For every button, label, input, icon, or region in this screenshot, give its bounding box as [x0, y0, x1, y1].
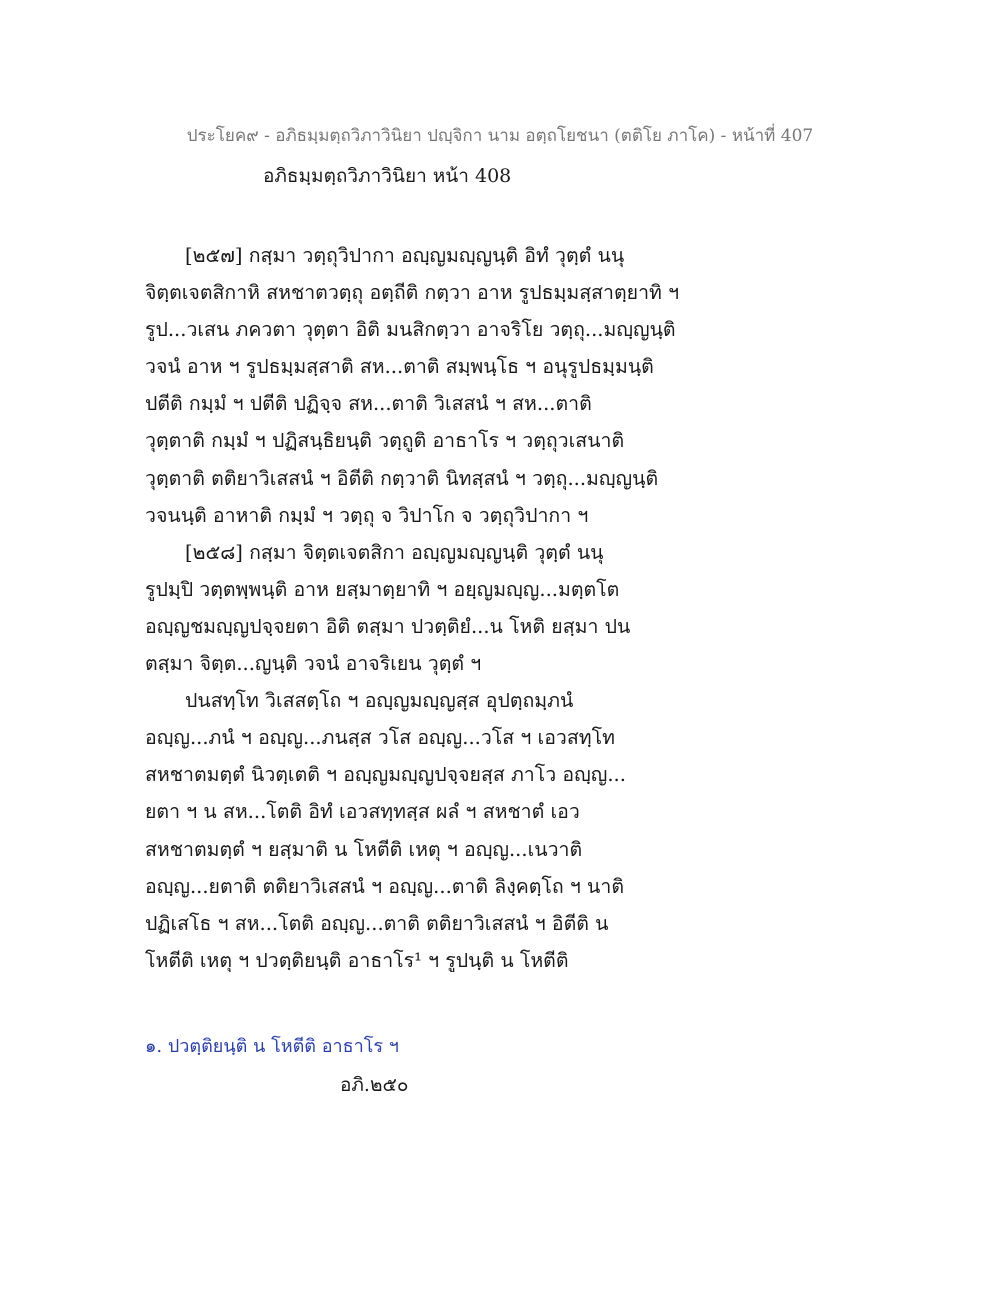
- body-line: [๒๕๗] กสฺมา วตฺถุวิปากา อญฺญมญฺญนฺติ อิทํ วุตฺตํ นนุ: [185, 244, 625, 267]
- book-title: อภิธมฺมตฺถวิภาวินิยา หน้า 408: [263, 165, 512, 187]
- footnote: ๑. ปวตฺติยนฺติ น โหตีติ อาธาโร ฯ: [145, 1036, 399, 1057]
- body-line: วุตฺตาติ กมฺมํ ฯ ปฏิสนฺธิยนฺติ วตฺถูติ อาธาโร ฯ วตฺถุวเสนาติ: [145, 429, 625, 453]
- body-line: อญฺญ...ยตาติ ตติยาวิเสสนํ ฯ อญฺญ...ตาติ ลิงฺคตฺโถ ฯ นาติ: [145, 874, 624, 898]
- body-line: ยตา ฯ น สห...โตติ อิทํ เอวสทฺทสฺส ผลํ ฯ สหชาตํ เอว: [145, 800, 580, 824]
- body-line: [๒๕๘] กสฺมา จิตฺตเจตสิกา อญฺญมญฺญนฺติ วุตฺตํ นนุ: [185, 540, 604, 564]
- body-line: วุตฺตาติ ตติยาวิเสสนํ ฯ อิตีติ กตฺวาติ นิทสฺสนํ ฯ วตฺถุ...มญฺญนฺติ: [145, 466, 659, 490]
- body-line: โหตีติ เหตุ ฯ ปวตฺติยนฺติ อาธาโร¹ ฯ รูปนฺติ น โหตีติ: [145, 948, 569, 972]
- body-line: อญฺญชมญฺญปจฺจยตา อิติ ตสฺมา ปวตฺติยํ...น โหติ ยสฺมา ปน: [145, 614, 631, 638]
- body-line: จิตฺตเจตสิกาหิ สหชาตวตฺถุ อตฺถีติ กตฺวา อาห รูปธมฺมสฺสาตฺยาทิ ฯ: [145, 281, 680, 305]
- body-line: สหชาตมตฺตํ ฯ ยสฺมาติ น โหตีติ เหตุ ฯ อญฺญ...เนวาติ: [145, 837, 583, 861]
- body-line: รูปมฺปิ วตฺตพฺพนฺติ อาห ยสฺมาตฺยาทิ ฯ อยฺญมญฺญ...มตฺตโต: [145, 577, 620, 601]
- body-line: ปนสทฺโท วิเสสตฺโถ ฯ อญฺญมญฺญสฺส อุปตฺถมฺภนํ: [185, 689, 574, 713]
- body-line: วจนํ อาห ฯ รูปธมฺมสฺสาติ สห...ตาติ สมฺพนฺโธ ฯ อนุรูปธมฺมนฺติ: [145, 355, 654, 379]
- page-number: อภิ.๒๕๐: [340, 1074, 409, 1096]
- body-line: ปตีติ กมฺมํ ฯ ปตีติ ปฏิจฺจ สห...ตาติ วิเสสนํ ฯ สห...ตาติ: [145, 392, 592, 416]
- body-line: สหชาตมตฺตํ นิวตฺเตติ ฯ อญฺญมญฺญปจฺจยสฺส ภาโว อญฺญ...: [145, 763, 626, 787]
- body-line: วจนนฺติ อาหาติ กมฺมํ ฯ วตฺถุ จ วิปาโก จ วตฺถุวิปากา ฯ: [145, 503, 589, 527]
- body-line: ตสฺมา จิตฺต...ญนฺติ วจนํ อาจริเยน วุตฺตํ ฯ: [145, 652, 482, 676]
- body-text: [145, 237, 685, 979]
- body-line: อญฺญ...ภนํ ฯ อญฺญ...ภนสฺส วโส อญฺญ...วโส ฯ เอวสทฺโท: [145, 726, 615, 750]
- body-line: รูป...วเสน ภควตา วุตฺตา อิติ มนสิกตฺวา อาจริโย วตฺถุ...มญฺญนฺติ: [145, 318, 676, 342]
- running-header: ประโยค๙ - อภิธมฺมตฺถวิภาวินิยา ปญฺจิกา นาม อตฺถโยชนา (ตติโย ภาโค) - หน้าที่ 407: [186, 126, 814, 146]
- body-line: ปฏิเสโธ ฯ สห...โตติ อญฺญ...ตาติ ตติยาวิเสสนํ ฯ อิตีติ น: [145, 911, 609, 935]
